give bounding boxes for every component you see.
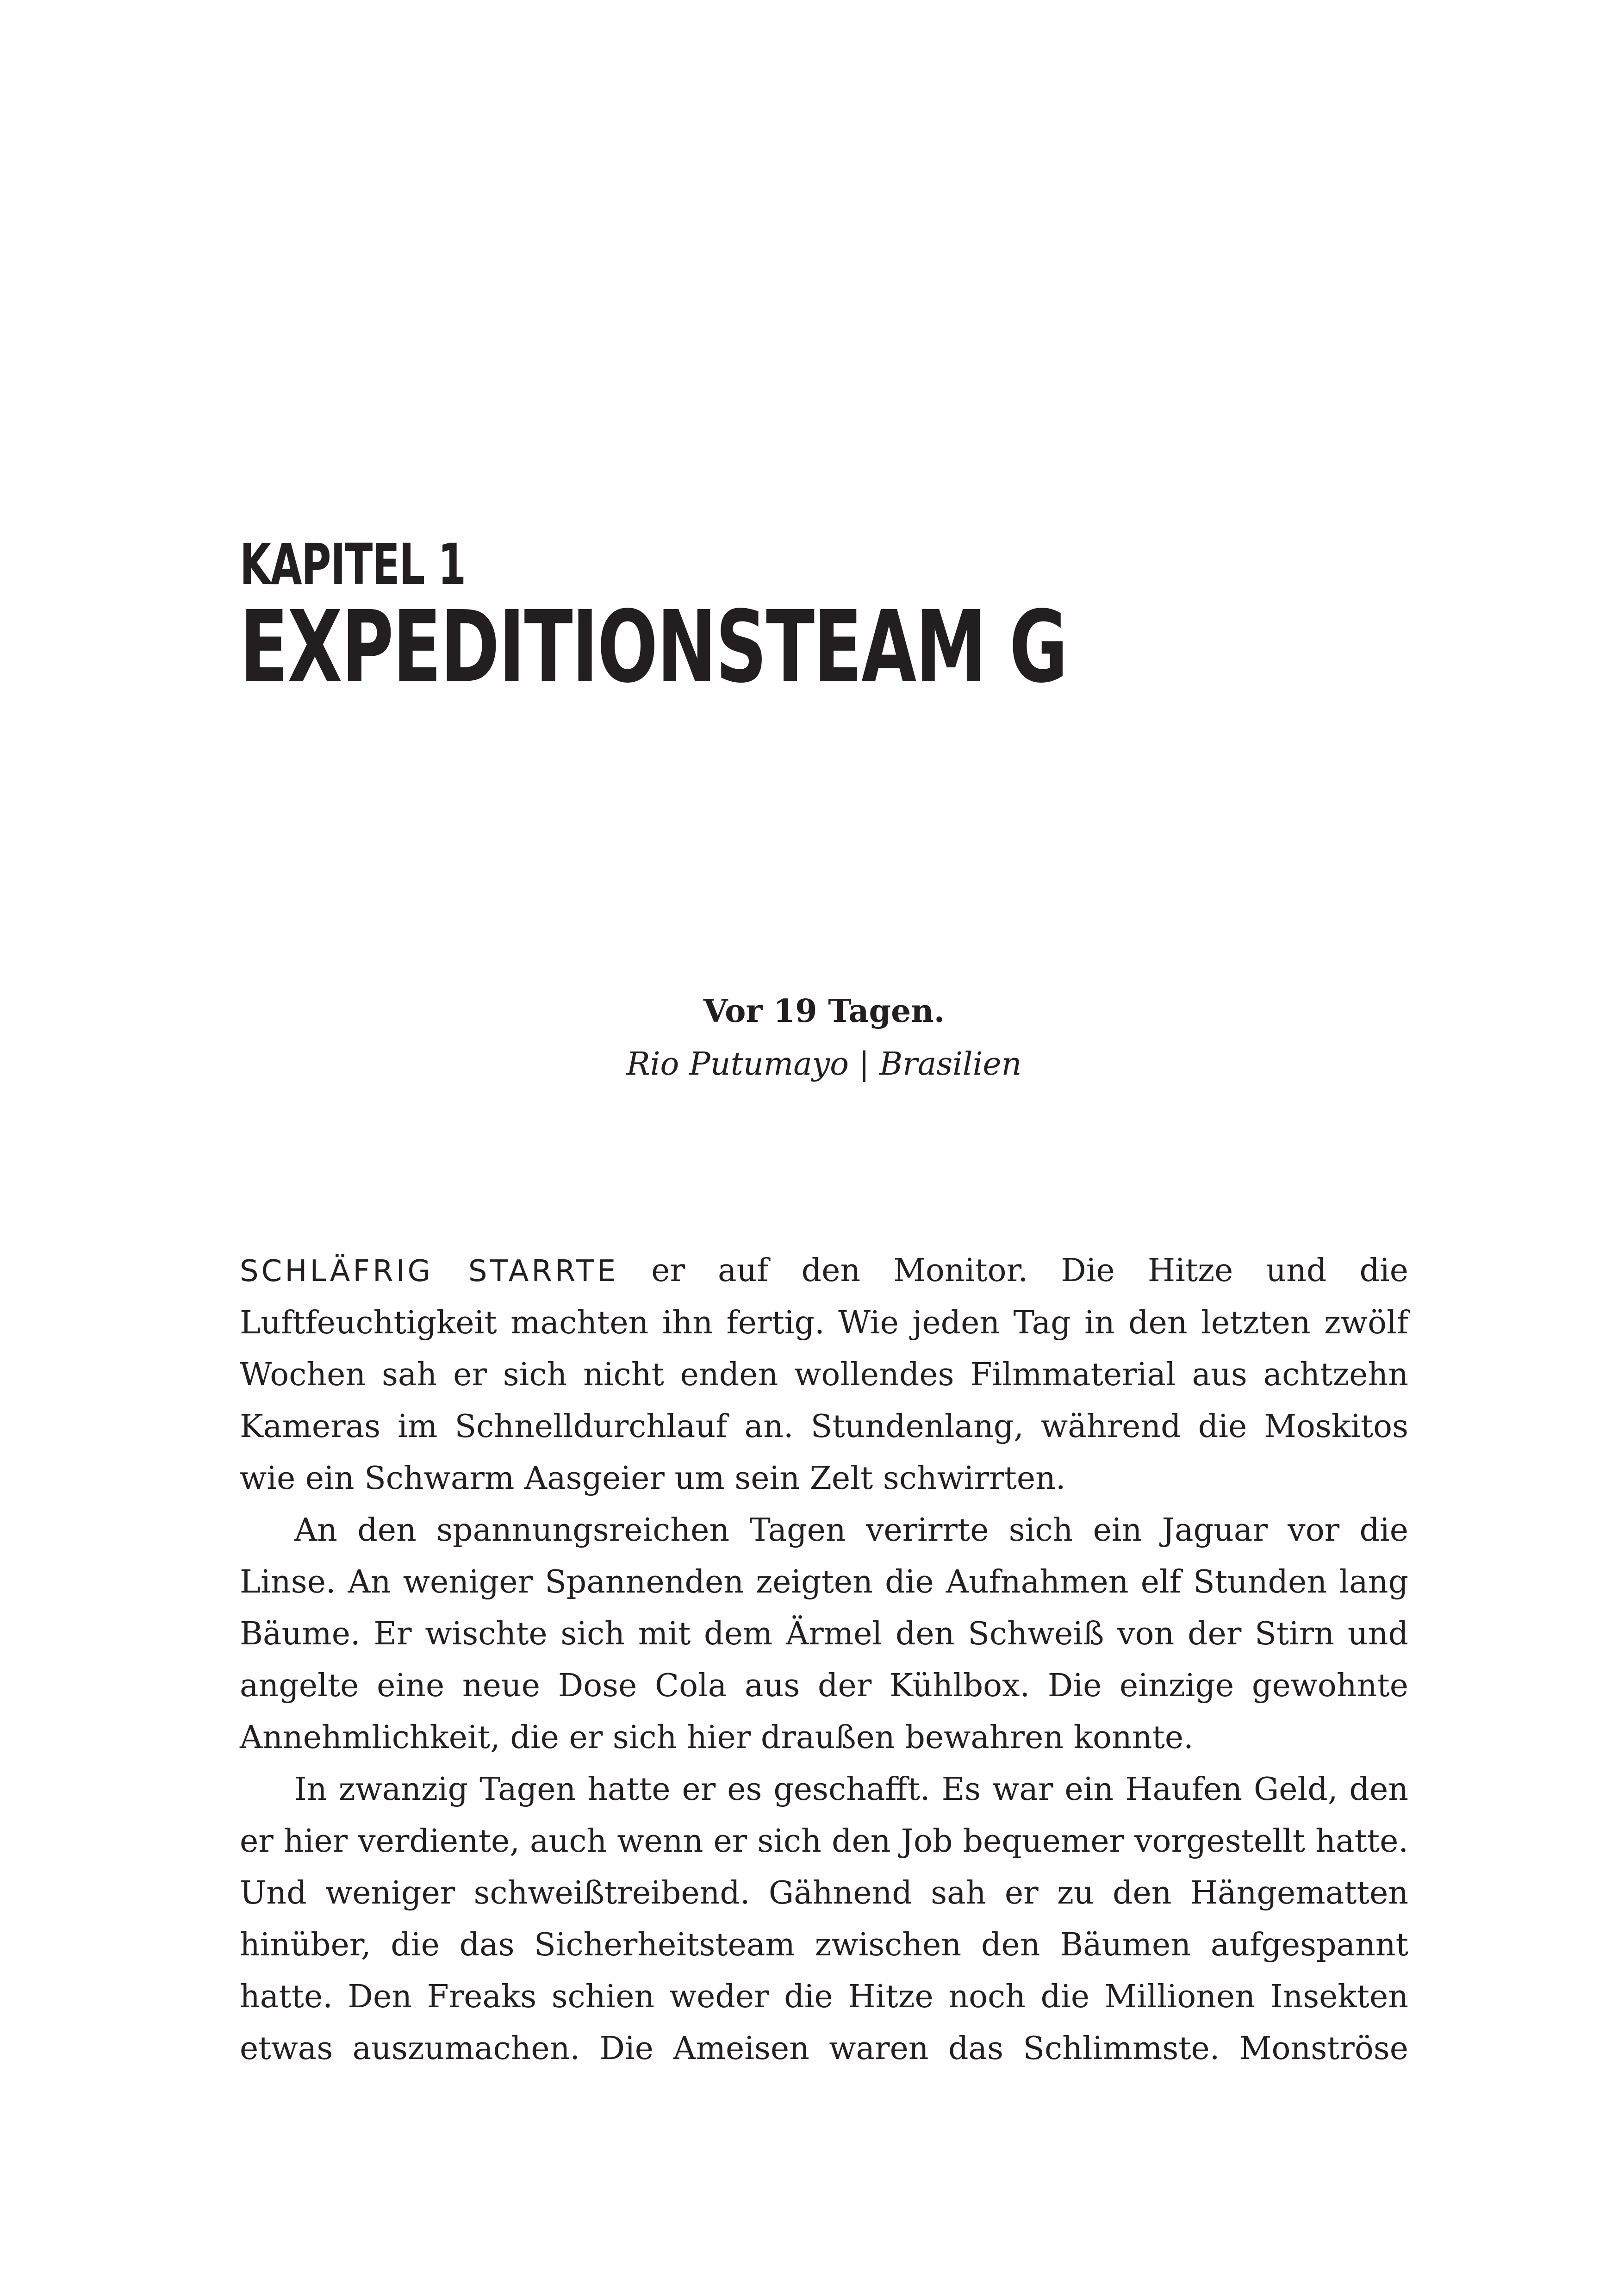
paragraph-1 — [240, 1245, 1408, 1505]
paragraph-2: An den spannungsreichen Tagen verirrte sich ein Jaguar vor die Linse. An weniger Spannenden zeigten die Aufnahmen elf Stunden lang Bäume. Er wischte sich mit dem Ärmel den Schweiß von der Stirn und angelte eine neue Dose Cola aus der Kühlbox. Die einzige gewohnte Annehmlichkeit, die er sich hier draußen bewahren konnte. — [240, 1512, 1408, 1756]
chapter-title: EXPEDITIONSTEAM G — [240, 590, 1067, 705]
scene-time: Vor 19 Tagen. — [703, 993, 945, 1030]
scene-heading — [240, 983, 1408, 1090]
paragraph-3: In zwanzig Tagen hatte er es geschafft. Es war ein Haufen Geld, den er hier verdiente, auch wenn er sich den Job bequemer vorgestellt hatte. Und weniger schweißtreibend. Gähnend sah er zu den Hängematten hinüber, die das Sicherheitsteam zwischen den Bäumen aufgespannt hatte. Den Freaks schien weder die Hitze noch die Millionen Insekten etwas auszumachen. Die Ameisen waren das Schlimmste. Monströse — [240, 1771, 1408, 2067]
body-text — [240, 1245, 1408, 2075]
scene-place: Rio Putumayo | Brasilien — [626, 1046, 1022, 1083]
chapter-label: KAPITEL 1 — [240, 532, 466, 597]
chapter-header — [240, 532, 1397, 705]
paragraph-1-text: er auf den Monitor. Die Hitze und die Luftfeuchtigkeit machten ihn fertig. Wie jeden Tag in den letzten zwölf Wochen sah er sich nicht enden wollendes Filmmaterial aus achtzehn Kameras im Schnelldurchlauf an. Stundenlang, während die Moskitos wie ein Schwarm Aasgeier um sein Zelt schwirrten. — [240, 1252, 1409, 1497]
lead-in: SCHLÄFRIG STARRTE — [240, 1254, 619, 1288]
